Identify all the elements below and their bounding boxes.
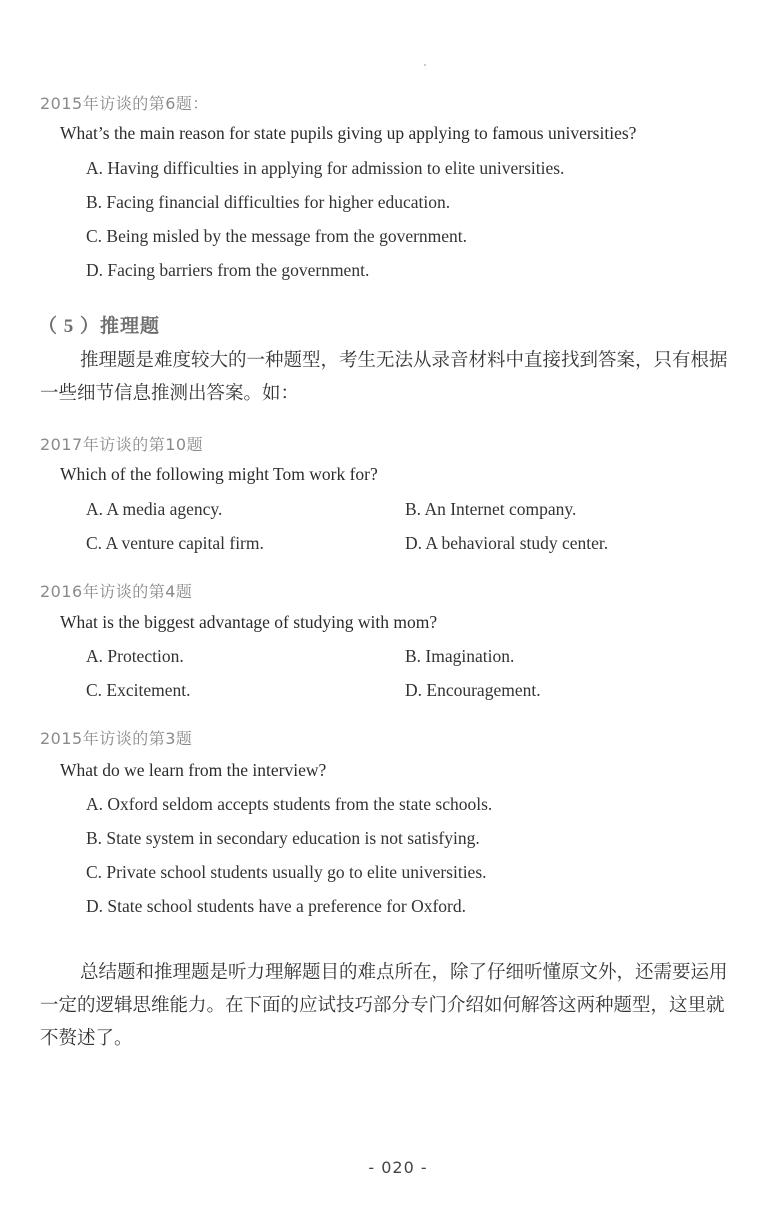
option-c: C. Being misled by the message from the government. (86, 226, 468, 246)
question-text: Which of the following might Tom work for? (60, 464, 378, 484)
section-heading: （ 5 ）推理题 (38, 316, 161, 337)
question-source-label: 2015年访谈的第3题 (40, 729, 193, 748)
option-a: A. Oxford seldom accepts students from the state schools. (86, 794, 493, 814)
option-b: B. An Internet company. (405, 499, 577, 519)
question-text: What do we learn from the interview? (60, 760, 327, 780)
question-source-label: 2017年访谈的第10题 (40, 435, 204, 454)
question-source-label: 2015年访谈的第6题： (40, 94, 209, 113)
question-text: What’s the main reason for state pupils giving up applying to famous universities? (60, 123, 637, 143)
option-b: B. State system in secondary education is not satisfying. (86, 828, 480, 848)
option-d: D. State school students have a preference for Oxford. (86, 896, 467, 916)
section-intro-paragraph: 推理题是难度较大的一种题型，考生无法从录音材料中直接找到答案，只有根据一些细节信息推测出答案。如： (40, 351, 728, 404)
option-d: D. A behavioral study center. (405, 533, 609, 553)
option-b: B. Facing financial difficulties for higher education. (86, 192, 451, 212)
summary-paragraph: 总结题和推理题是听力理解题目的难点所在，除了仔细听懂原文外，还需要运用一定的逻辑思维能力。在下面的应试技巧部分专门介绍如何解答这两种题型，这里就不赘述了。 (40, 963, 728, 1049)
option-d: D. Encouragement. (405, 680, 541, 700)
page-number: - 020 - (368, 1158, 428, 1177)
option-b: B. Imagination. (405, 646, 515, 666)
option-a: A. Protection. (86, 646, 184, 666)
option-c: C. Private school students usually go to elite universities. (86, 862, 487, 882)
scan-speck (424, 64, 426, 66)
option-c: C. Excitement. (86, 680, 191, 700)
option-d: D. Facing barriers from the government. (86, 260, 370, 280)
option-c: C. A venture capital firm. (86, 533, 264, 553)
question-source-label: 2016年访谈的第4题 (40, 582, 193, 601)
option-a: A. Having difficulties in applying for admission to elite universities. (86, 158, 565, 178)
question-text: What is the biggest advantage of studying with mom? (60, 612, 438, 632)
option-a: A. A media agency. (86, 499, 223, 519)
